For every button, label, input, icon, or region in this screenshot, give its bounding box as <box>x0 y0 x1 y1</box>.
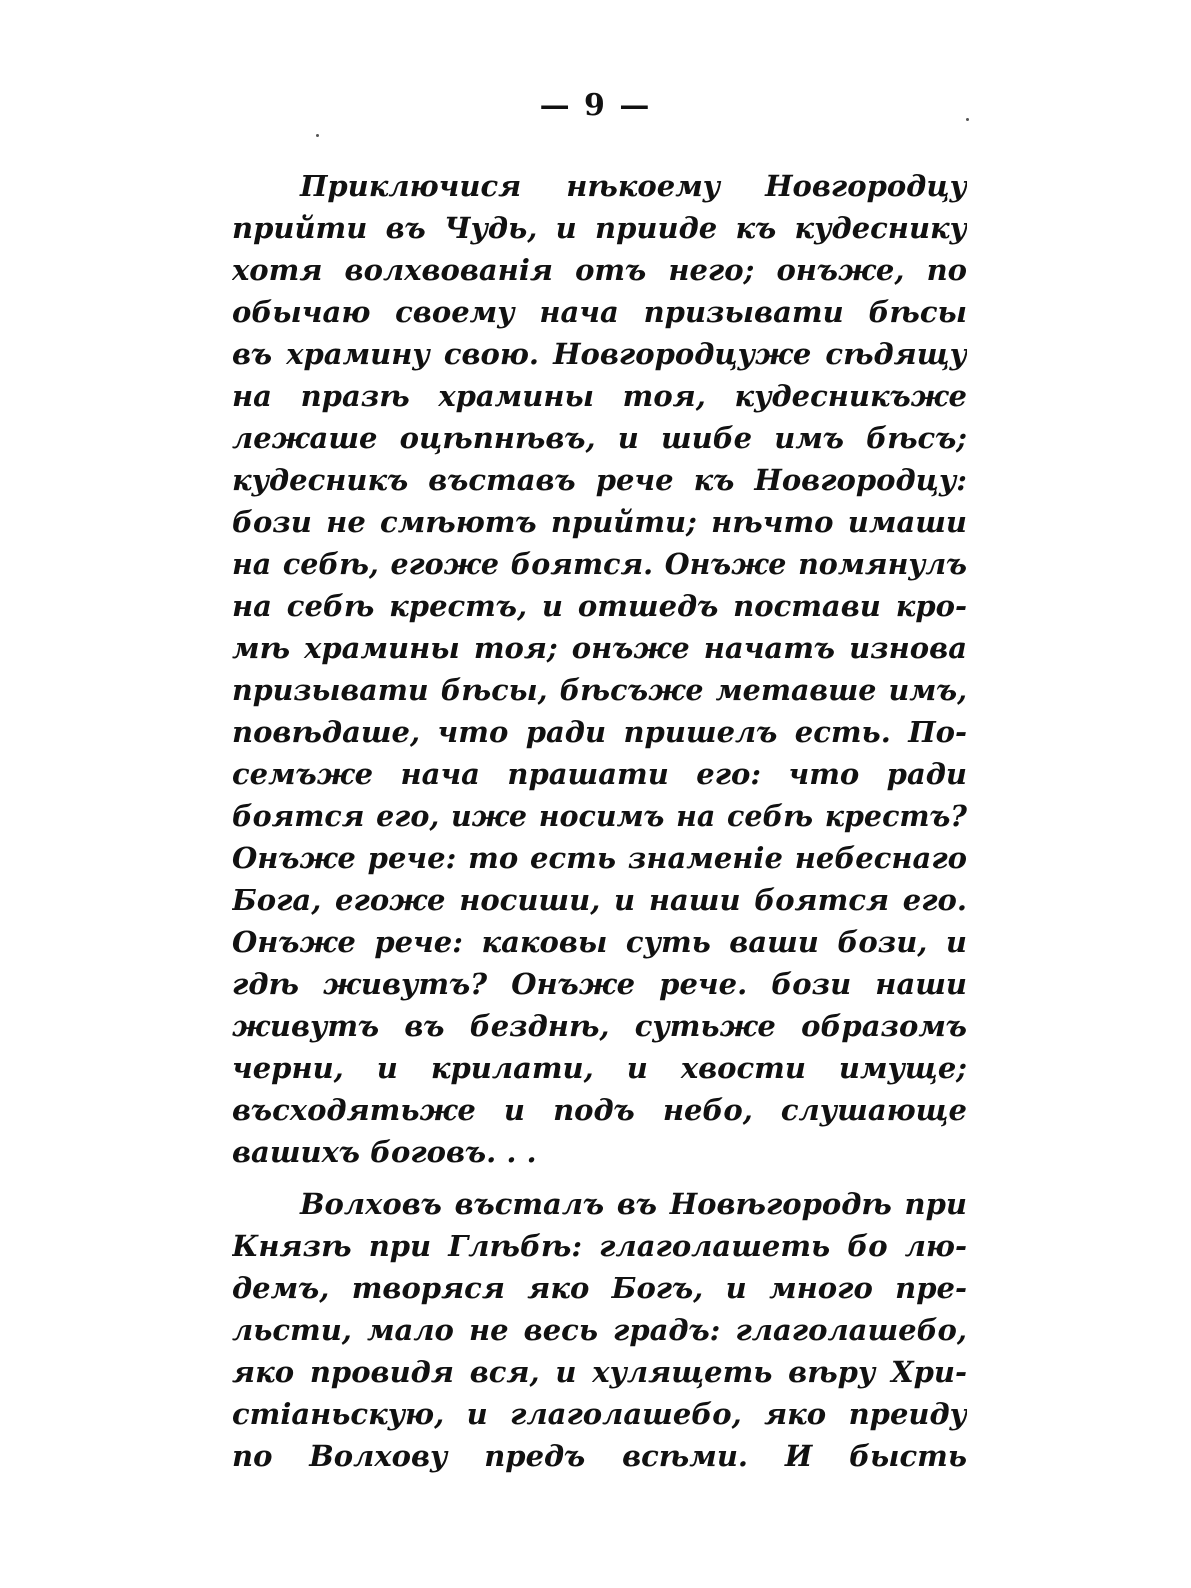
text-line: яко провидя вся, и хулящеть вѣру Хри- <box>232 1355 967 1389</box>
text-line: лежаше оцѣпнѣвъ, и шибе имъ бѣсъ; <box>232 421 967 455</box>
text-line: повѣдаше, что ради пришелъ есть. По- <box>232 715 967 749</box>
text-line: прийти въ Чудь, и прииде къ кудеснику <box>232 211 967 245</box>
text-line: семъже нача прашати его: что ради <box>232 757 967 791</box>
text-line: въсходятьже и подъ небо, слушающе <box>232 1093 967 1127</box>
text-line: боятся его, иже носимъ на себѣ крестъ? <box>232 799 967 833</box>
text-line: вашихъ боговъ. . . <box>232 1135 537 1169</box>
text-line: на себѣ крестъ, и отшедъ постави кро- <box>232 589 967 623</box>
text-line: демъ, творяся яко Богъ, и много пре- <box>232 1271 967 1305</box>
text-line: льсти, мало не весь градъ: глаголашебо, <box>232 1313 967 1347</box>
text-line: кудесникъ въставъ рече къ Новгородцу: <box>232 463 967 497</box>
text-line: Онъже рече: каковы суть ваши бози, и <box>232 925 967 959</box>
text-line: обычаю своему нача призывати бѣсы <box>232 295 967 329</box>
text-line: мѣ храмины тоя; онъже начатъ изнова <box>232 631 967 665</box>
text-line: гдѣ живутъ? Онъже рече. бози наши <box>232 967 967 1001</box>
paragraph-2 <box>232 1183 967 1477</box>
text-line: стіаньскую, и глаголашебо, яко преиду <box>232 1397 967 1431</box>
paragraph-1 <box>232 165 967 1173</box>
text-line: Волховъ въсталъ въ Новѣгородѣ при <box>300 1187 967 1221</box>
text-line: въ храмину свою. Новгородцуже сѣдящу <box>232 337 967 371</box>
text-line: на празѣ храмины тоя, кудесникъже <box>232 379 967 413</box>
text-line: бози не смѣютъ прийти; нѣчто имаши <box>232 505 967 539</box>
text-line: хотя волхвованія отъ него; онъже, по <box>232 253 967 287</box>
text-line: на себѣ, егоже боятся. Онъже помянулъ <box>232 547 967 581</box>
text-line: черни, и крилати, и хвости имуще; <box>232 1051 967 1085</box>
print-speck <box>316 134 319 137</box>
text-line: по Волхову предъ всѣми. И бысть <box>232 1439 967 1473</box>
text-line: Бога, егоже носиши, и наши боятся его. <box>232 883 967 917</box>
text-line: Князѣ при Глѣбѣ: глаголашеть бо лю- <box>232 1229 967 1263</box>
text-block <box>232 165 967 1477</box>
paragraph-gap <box>232 1173 967 1183</box>
text-line: призывати бѣсы, бѣсъже метавше имъ, <box>232 673 967 707</box>
page-number: — 9 — <box>539 88 652 123</box>
text-line: Онъже рече: то есть знаменіе небеснаго <box>232 841 967 875</box>
print-speck <box>966 118 969 121</box>
text-line: Приключися нѣкоему Новгородцу <box>300 169 967 203</box>
text-line: живутъ въ безднѣ, сутьже образомъ <box>232 1009 967 1043</box>
